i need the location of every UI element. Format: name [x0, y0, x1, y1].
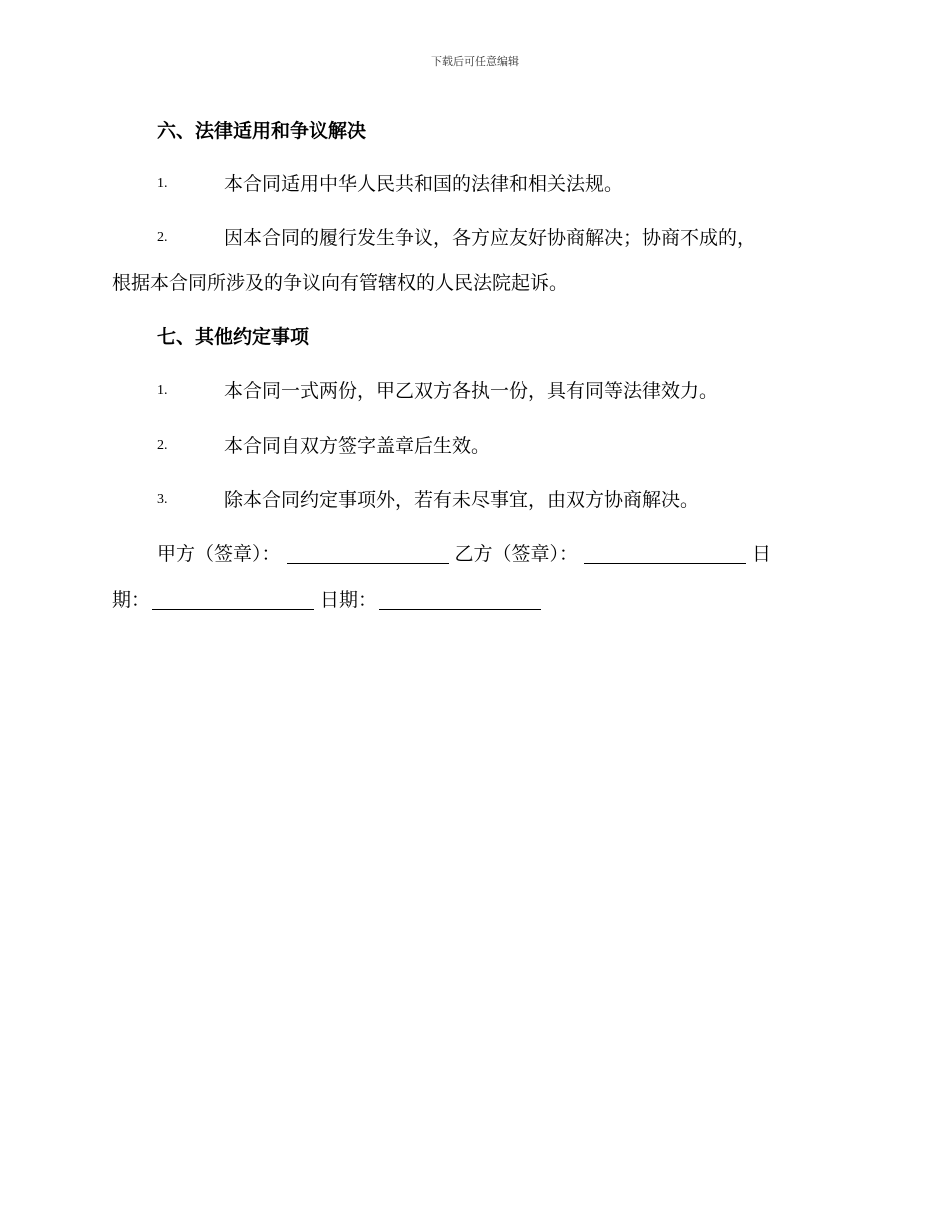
signature-line-2 [112, 577, 832, 623]
party-a-date-blank[interactable] [152, 587, 314, 610]
party-b-signature-blank[interactable] [584, 541, 746, 564]
clause-text-line2: 根据本合同所涉及的争议向有管辖权的人民法院起诉。 [112, 272, 569, 294]
section-heading-6: 六、法律适用和争议解决 [157, 120, 367, 142]
party-b-label: 乙方（签章）： [454, 543, 579, 565]
party-a-signature-blank[interactable] [287, 541, 449, 564]
clause-text: 本合同一式两份，甲乙双方各执一份，具有同等法律效力。 [224, 380, 719, 402]
clause-text-line1: 因本合同的履行发生争议，各方应友好协商解决；协商不成的， [224, 227, 757, 249]
clause-text: 本合同适用中华人民共和国的法律和相关法规。 [224, 173, 624, 195]
clause-number: 3. [157, 492, 168, 507]
party-b-date-blank[interactable] [379, 587, 541, 610]
clause-text: 本合同自双方签字盖章后生效。 [224, 435, 491, 457]
date-label-part1: 日 [752, 543, 772, 565]
clause-number: 2. [157, 438, 168, 453]
clause-number: 2. [157, 230, 168, 245]
page-header: 下载后可任意编辑 [431, 55, 519, 68]
clause-number: 1. [157, 383, 168, 398]
party-a-label: 甲方（签章）： [157, 543, 281, 565]
clause-6-2-continued [112, 260, 832, 306]
clause-text: 除本合同约定事项外，若有未尽事宜，由双方协商解决。 [224, 489, 700, 511]
clause-7-3 [112, 477, 832, 523]
clause-number: 1. [157, 176, 168, 191]
clause-6-2 [112, 215, 832, 261]
clause-7-1 [112, 368, 832, 414]
date-label-part2: 期： [112, 589, 151, 611]
clause-6-1 [112, 161, 832, 207]
signature-line-1 [112, 531, 832, 577]
date-label-2: 日期： [320, 589, 378, 611]
clause-7-2 [112, 423, 832, 469]
section-heading-7: 七、其他约定事项 [157, 326, 310, 348]
